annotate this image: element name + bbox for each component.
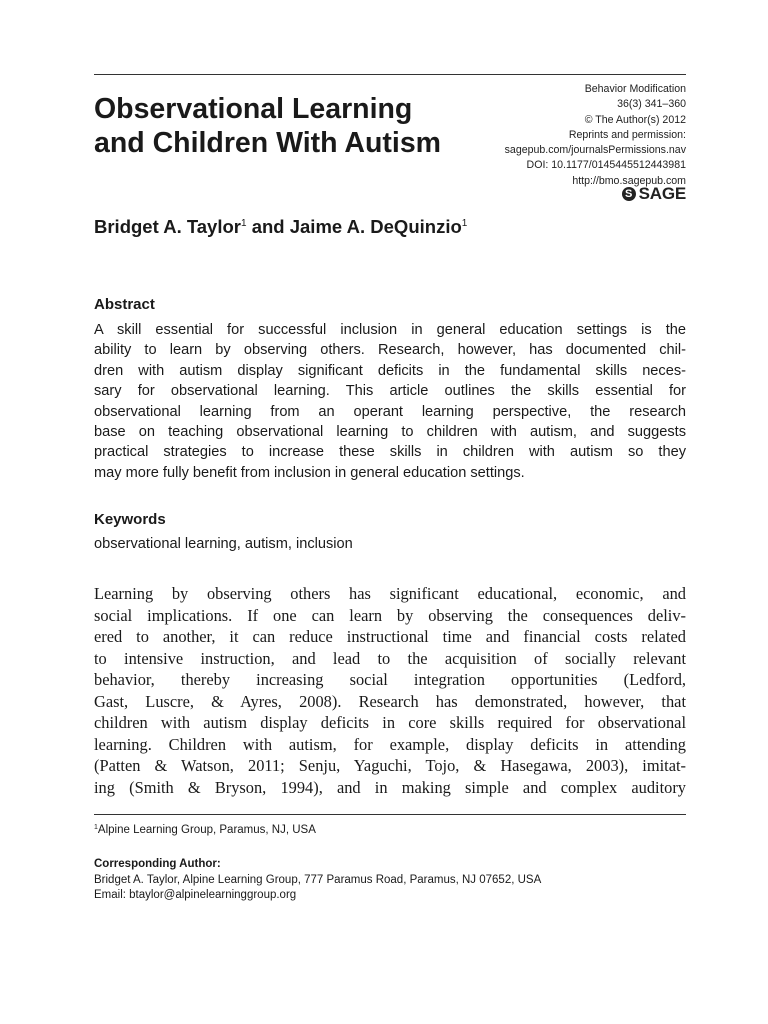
corresponding-heading: Corresponding Author:	[94, 858, 221, 870]
body-line: (Patten & Watson, 2011; Senju, Yaguchi, Tojo, & Hasegawa, 2003), imitat-	[94, 756, 686, 775]
abstract-line: observational learning from an operant learning perspective, the research	[94, 403, 686, 420]
reprints-label: Reprints and permission:	[568, 128, 686, 141]
keywords-heading: Keywords	[94, 511, 166, 528]
author-joiner: and	[251, 216, 285, 237]
header-rule	[94, 74, 686, 75]
article-title	[94, 92, 484, 160]
journal-name: Behavior Modification	[584, 83, 686, 95]
body-line: to intensive instruction, and lead to the acquisition of socially relevant	[94, 648, 686, 668]
footnote-rule	[94, 814, 686, 815]
abstract-line: dren with autism display significant deficits in the fundamental skills neces-	[94, 362, 686, 379]
author-list	[94, 216, 467, 238]
abstract-text	[94, 320, 686, 483]
publisher-logo	[622, 184, 686, 204]
author-name: Jaime A. DeQuinzio	[289, 216, 462, 237]
affiliation-mark: 1	[241, 218, 247, 229]
body-line: behavior, thereby increasing social integration opportunities (Ledford,	[94, 670, 686, 689]
title-line: and Children With Autism	[94, 127, 442, 159]
copyright-notice: © The Author(s) 2012	[584, 113, 686, 126]
title-line: Observational Learning	[94, 93, 413, 125]
keywords-text: observational learning, autism, inclusion	[94, 536, 353, 552]
corresponding-author	[94, 857, 541, 904]
affiliation-mark: 1	[461, 218, 468, 229]
body-line: Learning by observing others has significant educational, economic, and	[94, 584, 686, 603]
sage-logo-icon: S	[622, 187, 636, 201]
body-line: ered to another, it can reduce instructional time and financial costs related	[94, 627, 686, 646]
body-paragraph	[94, 583, 686, 798]
abstract-line: ability to learn by observing others. Research, however, has documented chil-	[94, 342, 686, 359]
journal-site-link[interactable]: http://bmo.sagepub.com	[572, 174, 686, 187]
footnote-mark: 1	[94, 824, 98, 831]
permissions-link[interactable]: sagepub.com/journalsPermissions.nav	[504, 144, 686, 157]
doi[interactable]: DOI: 10.1177/0145445512443981	[526, 159, 686, 172]
abstract-line: practical strategies to increase these skills in children with autism so they	[94, 444, 686, 461]
body-line: Gast, Luscre, & Ayres, 2008). Research has demonstrated, however, that	[94, 691, 686, 711]
footnote-text: Alpine Learning Group, Paramus, NJ, USA	[97, 824, 316, 836]
abstract-line: may more fully benefit from inclusion in general education settings.	[94, 464, 525, 481]
publisher-name: SAGE	[638, 184, 686, 203]
body-line: learning. Children with autism, for example, display deficits in attending	[94, 734, 686, 754]
corresponding-address: Bridget A. Taylor, Alpine Learning Group, 777 Paramus Road, Paramus, NJ 07652, USA	[94, 873, 542, 886]
journal-volume: 36(3) 341–360	[617, 98, 686, 111]
author-name: Bridget A. Taylor	[94, 216, 241, 237]
abstract-heading: Abstract	[94, 296, 155, 313]
abstract-line: base on teaching observational learning to children with autism, and suggests	[94, 424, 686, 441]
abstract-line: sary for observational learning. This article outlines the skills essential for	[94, 383, 686, 400]
body-line: social implications. If one can learn by observing the consequences deliv-	[94, 605, 686, 625]
body-line: ing (Smith & Bryson, 1994), and in making simple and complex auditory	[94, 777, 686, 797]
abstract-line: A skill essential for successful inclusion in general education settings is the	[94, 322, 686, 338]
affiliation-footnote	[94, 824, 316, 836]
corresponding-email[interactable]: Email: btaylor@alpinelearninggroup.org	[94, 889, 297, 901]
body-line: children with autism display deficits in core skills required for observational	[94, 713, 686, 732]
